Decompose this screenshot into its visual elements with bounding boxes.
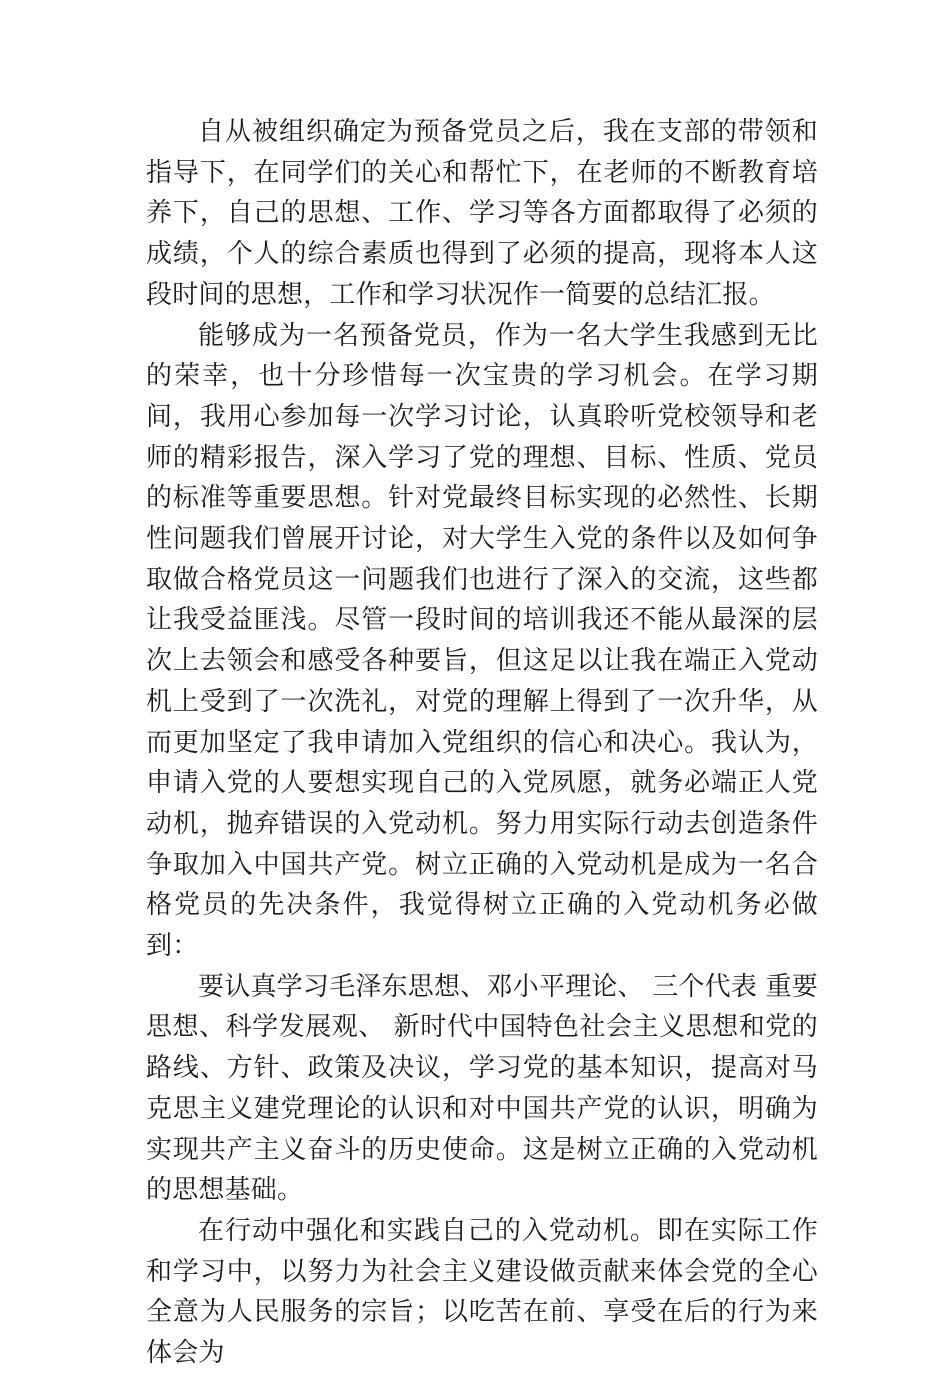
paragraph-4: 在行动中强化和实践自己的入党动机。即在实际工作和学习中，以努力为社会主义建设做贡献来体会党的全心全意为人民服务的宗旨；以吃苦在前、享受在后的行为来体会为 bbox=[146, 1215, 818, 1369]
paragraph-3: 要认真学习毛泽东思想、邓小平理论、 三个代表 重要思想、科学发展观、 新时代中国特色社会主义思想和党的路线、方针、政策及决议，学习党的基本知识，提高对马克思主义建党理论的认识和对中国共产党的认识，明确为实现共产主义奋斗的历史使命。这是树立正确的入党动机的思想基础。 bbox=[146, 971, 818, 1206]
paragraph-1: 自从被组织确定为预备党员之后，我在支部的带领和指导下，在同学们的关心和帮忙下，在老师的不断教育培养下，自己的思想、工作、学习等各方面都取得了必须的成绩，个人的综合素质也得到了必须的提高，现将本人这段时间的思想，工作和学习状况作一简要的总结汇报。 bbox=[146, 117, 818, 310]
paragraph-2: 能够成为一名预备党员，作为一名大学生我感到无比的荣幸，也十分珍惜每一次宝贵的学习机会。在学习期间，我用心参加每一次学习讨论，认真聆听党校领导和老师的精彩报告，深入学习了党的理想、目标、性质、党员的标准等重要思想。针对党最终目标实现的必然性、长期性问题我们曾展开讨论，对大学生入党的条件以及如何争取做合格党员这一问题我们也进行了深入的交流，这些都让我受益匪浅。尽管一段时间的培训我还不能从最深的层次上去领会和感受各种要旨，但这足以让我在端正入党动机上受到了一次洗礼，对党的理解上得到了一次升华，从而更加坚定了我申请加入党组织的信心和决心。我认为，申请入党的人要想实现自己的入党夙愿，就务必端正人党动机，抛弃错误的入党动机。努力用实际行动去创造条件争取加入中国共产党。树立正确的入党动机是成为一名合格党员的先决条件，我觉得树立正确的入党动机务必做到： bbox=[146, 320, 818, 962]
document-body bbox=[146, 112, 818, 1374]
